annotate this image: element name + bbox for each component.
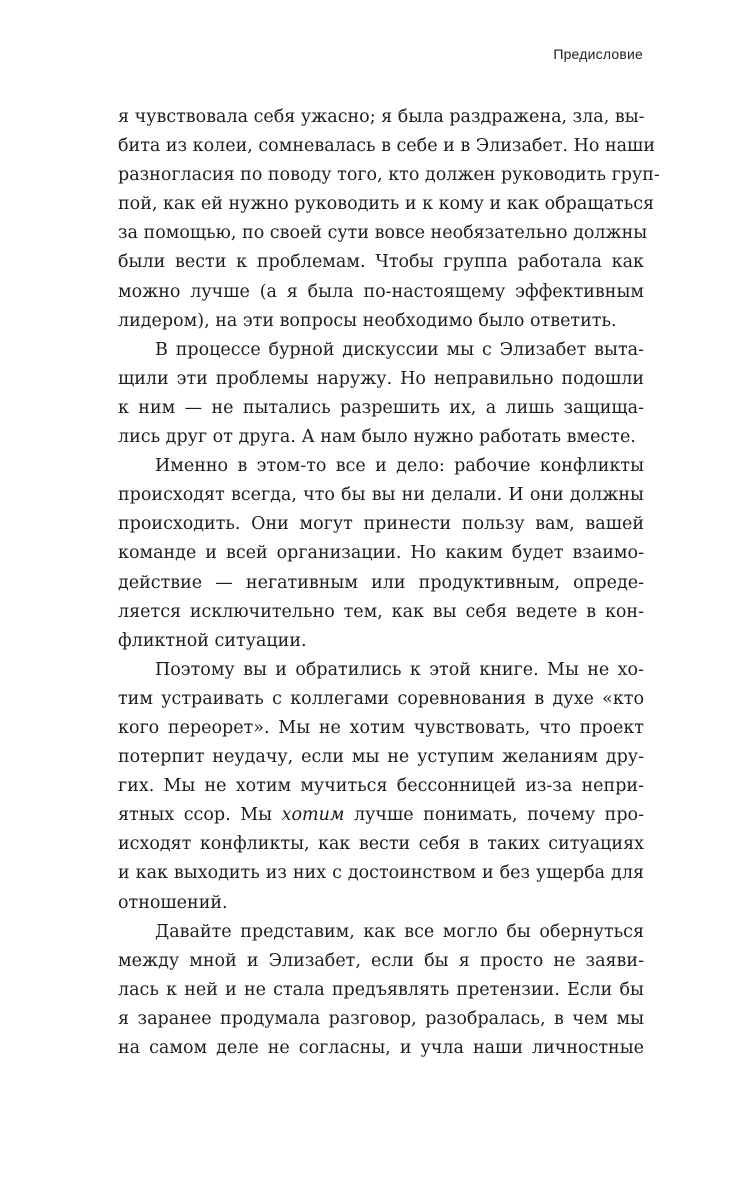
page-body-text [118,103,660,1063]
text-line: за помощью, по своей сути вовсе необязательно должны [118,223,648,244]
text-line: команде и всей организации. Но каким будет взаимо- [118,543,644,564]
text-line: пой, как ей нужно руководить и к кому и как обращаться [118,194,655,215]
text-line: лидером), на эти вопросы необходимо было ответить. [118,310,617,331]
text-line: я заранее продумала разговор, разобралась, в чем мы [118,1008,644,1029]
text-line: тим устраивать с коллегами соревнования в духе «кто [118,688,644,709]
text-line: можно лучше (а я была по-настоящему эффективным [118,281,644,302]
text-line: потерпит неудачу, если мы не уступим желаниям дру- [118,747,644,768]
text-line: я чувствовала себя ужасно; я была раздражена, зла, вы- [118,107,645,127]
text-line: фликтной ситуации. [118,630,307,651]
text-line: бита из колеи, сомневалась в себе и в Элизабет. Но наши [118,136,655,157]
text-line: на самом деле не согласны, и учла наши личностные [118,1038,644,1058]
running-header-title: Предисловие [553,46,643,62]
paragraph [118,103,660,336]
text-line: щили эти проблемы наружу. Но неправильно подошли [118,368,644,389]
text-line: были вести к проблемам. Чтобы группа работала как [118,252,644,273]
text-line: Именно в этом-то все и дело: рабочие конфликты [155,456,644,477]
paragraph [118,918,644,1063]
text-line: разногласия по поводу того, кто должен руководить груп- [118,165,660,186]
text-line: ляется исключительно тем, как вы себя ведете в кон- [118,601,644,622]
text-line: происходят всегда, что бы вы ни делали. И они должны [118,485,644,506]
text-line: лись друг от друга. А нам было нужно работать вместе. [118,427,636,448]
text-line: кого переорет». Мы не хотим чувствовать, что проект [118,717,644,738]
paragraph [118,656,644,918]
emphasized-word: хотим [281,805,345,826]
text-line: отношений. [118,892,228,913]
text-line: и как выходить из них с достоинством и без ущерба для [118,863,644,884]
text-line: лась к ней и не стала предъявлять претензии. Если бы [118,979,644,1000]
text-segment: ятных ссор. Мы [118,805,282,826]
paragraph [118,336,644,452]
text-line: к ним — не пытались разрешить их, а лишь защища- [118,397,644,418]
text-segment: лучше понимать, почему про- [344,805,644,826]
text-line-with-emphasis [118,801,644,830]
text-line: исходят конфликты, как вести себя в таких ситуациях [118,834,644,855]
text-line: происходить. Они могут принести пользу вам, вашей [118,514,644,535]
text-line: Поэтому вы и обратились к этой книге. Мы не хо- [155,659,644,680]
paragraph [118,452,644,656]
text-line: Давайте представим, как все могло бы обернуться [155,921,644,942]
text-line: между мной и Элизабет, если бы я просто не заяви- [118,950,644,971]
text-line: гих. Мы не хотим мучиться бессонницей из-за непри- [118,776,644,797]
text-line: В процессе бурной дискуссии мы с Элизабет выта- [155,339,644,360]
text-line: действие — негативным или продуктивным, опреде- [118,572,644,593]
